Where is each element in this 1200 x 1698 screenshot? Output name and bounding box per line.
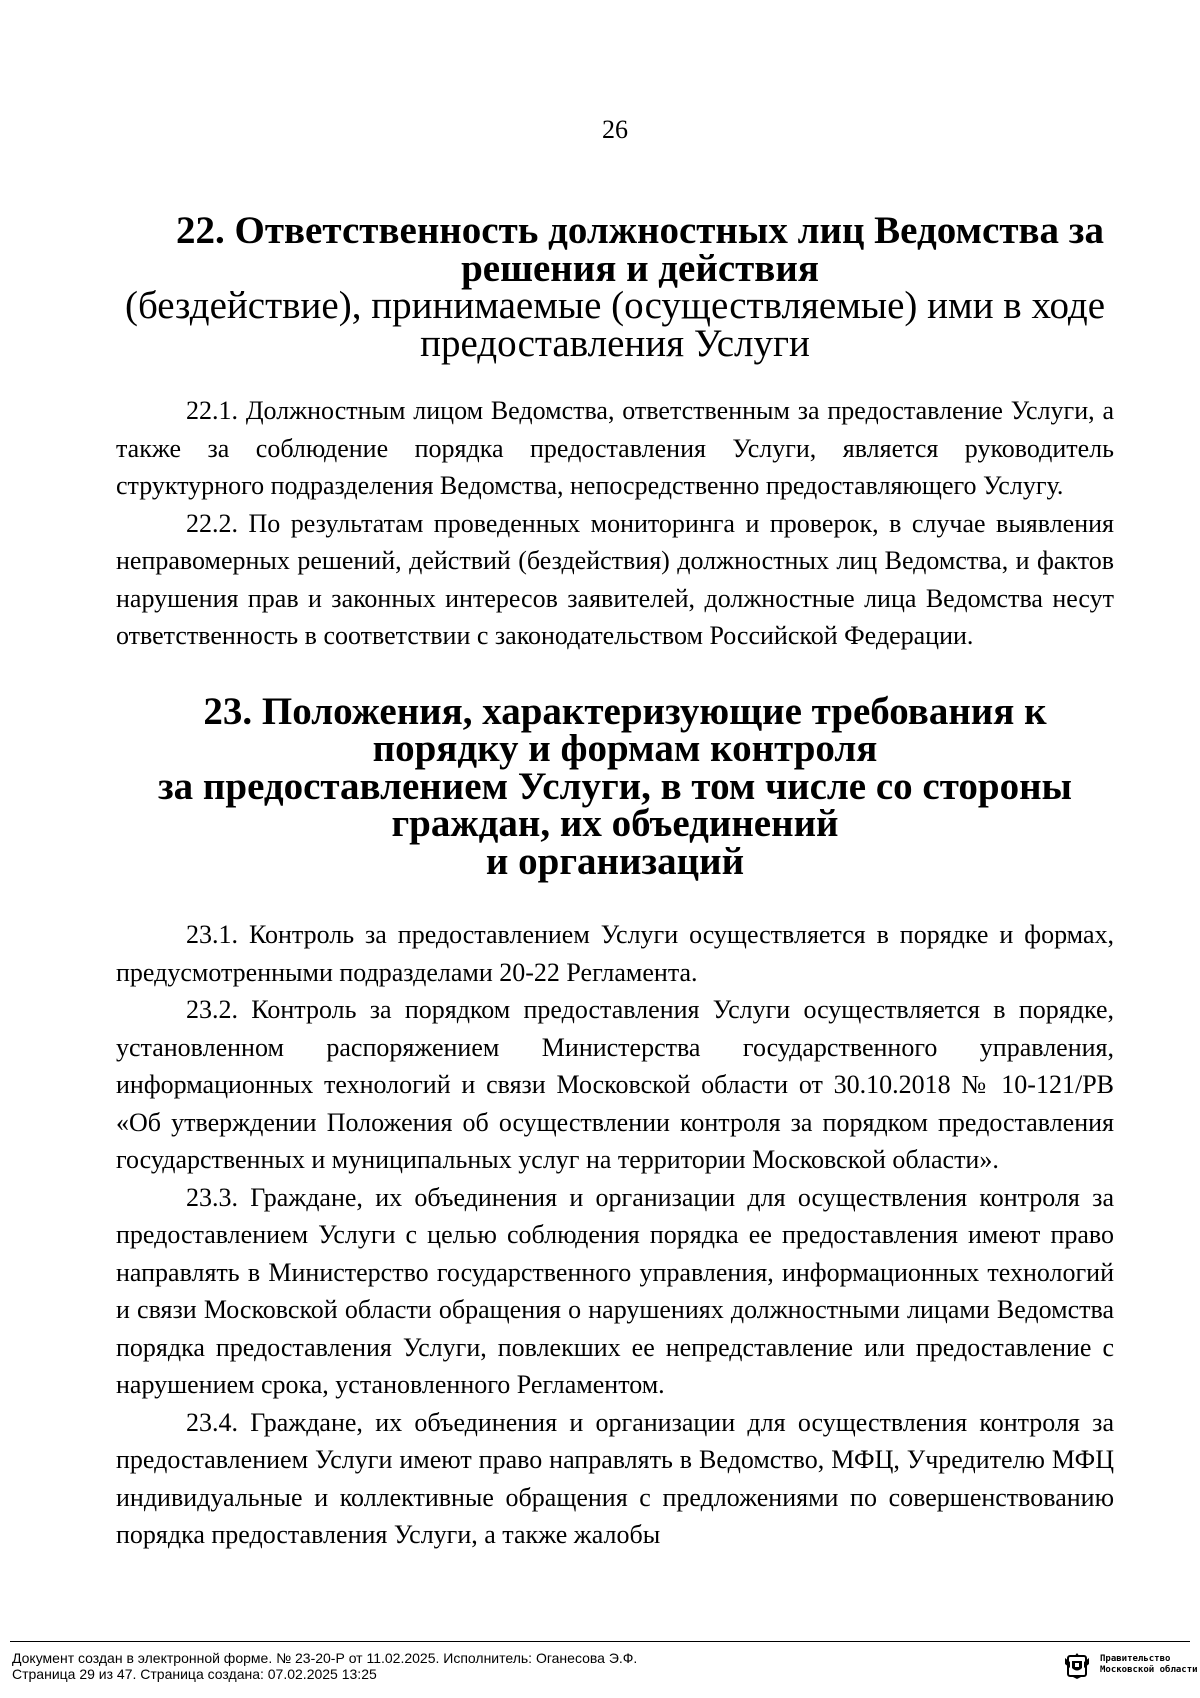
- coat-of-arms-icon: [1062, 1650, 1092, 1680]
- paragraph-23-1: 23.1. Контроль за предоставлением Услуги осуществляется в порядке и формах, предусмотренными подразделами 20-22 Регламента.: [116, 920, 1114, 987]
- section-23-heading-line: 23. Положения, характеризующие требования к порядку и формам контроля: [203, 689, 1047, 770]
- paragraph-23-4: 23.4. Граждане, их объединения и организации для осуществления контроля за предоставлением Услуги имеют право направлять в Ведомство, МФЦ, Учредителю МФЦ индивидуальные и коллективные обращения с предложениями по совершенствованию порядка предоставления Услуги, а также жалобы: [116, 1407, 1114, 1549]
- paragraph-23-2: 23.2. Контроль за порядком предоставления Услуги осуществляется в порядке, установленном распоряжением Министерства государственного управления, информационных технологий и связи Московской области от 30.10.2018 № 10-121/РВ «Об утверждении Положения об осуществлении контроля за порядком предоставления государственных и муниципальных услуг на территории Московской области».: [116, 995, 1114, 1174]
- section-22-heading: [116, 209, 1114, 365]
- page-number: 26: [602, 115, 628, 144]
- footer-document-line: Документ создан в электронной форме. № 23-20-Р от 11.02.2025. Исполнитель: Оганесова Э.Ф.: [12, 1650, 638, 1666]
- footer-document-info: [12, 1650, 637, 1682]
- footer-page-line: Страница 29 из 47. Страница создана: 07.02.2025 13:25: [12, 1666, 377, 1682]
- document-body: [116, 209, 1114, 1554]
- logo-caption-line: Московской области: [1100, 1665, 1198, 1675]
- footer-divider: [10, 1641, 1190, 1642]
- logo-caption: [1100, 1654, 1198, 1676]
- logo-caption-line: Правительство: [1100, 1654, 1171, 1664]
- section-23-heading-line: за предоставлением Услуги, в том числе со стороны граждан, их объединений: [157, 764, 1072, 845]
- section-22-heading-line: 22. Ответственность должностных лиц Ведомства за решения и действия: [176, 209, 1104, 290]
- section-23-heading-line: и организаций: [485, 839, 745, 883]
- government-logo: [1062, 1650, 1198, 1680]
- paragraph-22-1: 22.1. Должностным лицом Ведомства, ответственным за предоставление Услуги, а также за соблюдение порядка предоставления Услуги, является руководитель структурного подразделения Ведомства, непосредственно предоставляющего Услугу.: [116, 396, 1114, 500]
- paragraph-22-2: 22.2. По результатам проведенных мониторинга и проверок, в случае выявления неправомерных решений, действий (бездействия) должностных лиц Ведомства, и фактов нарушения прав и законных интересов заявителей, должностные лица Ведомства несут ответственность в соответствии с законодательством Российской Федерации.: [116, 508, 1114, 650]
- paragraph-23-3: 23.3. Граждане, их объединения и организации для осуществления контроля за предоставлением Услуги с целью соблюдения порядка ее предоставления имеют право направлять в Министерство государственного управления, информационных технологий и связи Московской области обращения о нарушениях должностными лицами Ведомства порядка предоставления Услуги, повлекших ее непредставление или предоставление с нарушением срока, установленного Регламентом.: [116, 1182, 1114, 1399]
- section-22-heading-line: (бездействие), принимаемые (осуществляемые) ими в ходе предоставления Услуги: [124, 284, 1106, 365]
- section-23-heading: [116, 689, 1114, 883]
